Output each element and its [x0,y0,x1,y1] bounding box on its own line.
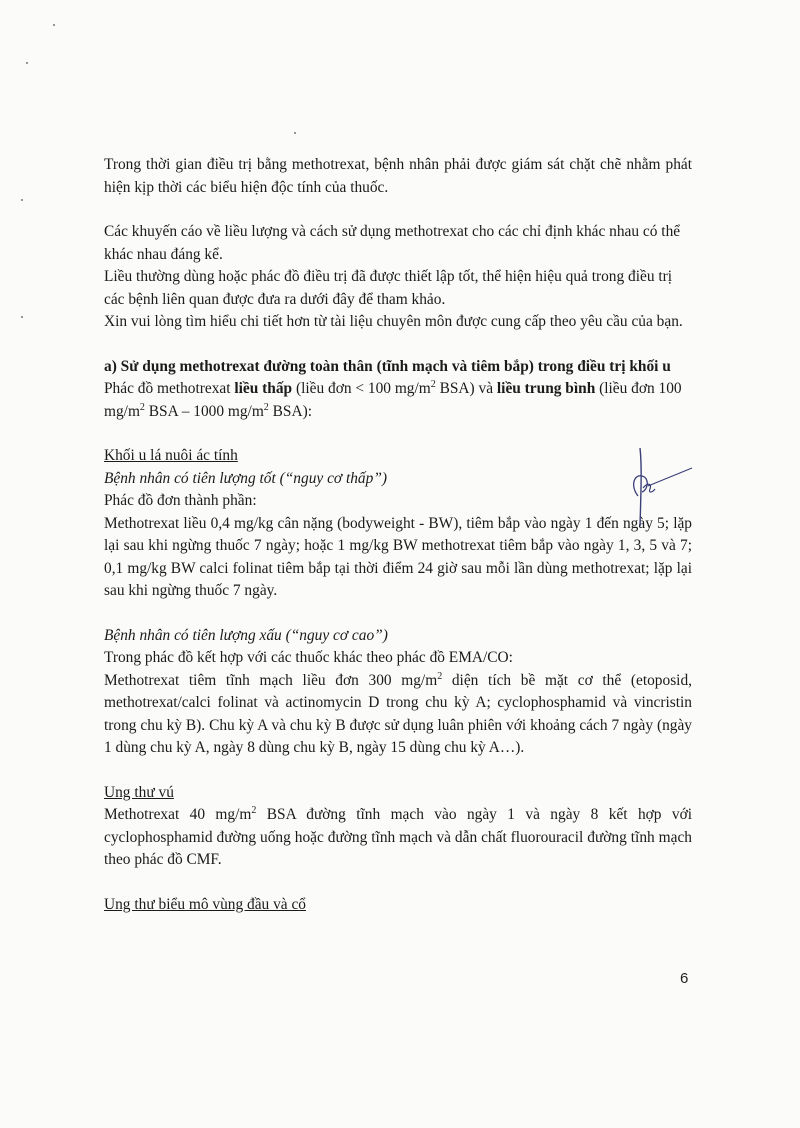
breast-cancer-text: Methotrexat 40 $mg/m^2$ BSA đường tĩnh mạch vào ngày 1 và ngày 8 kết hợp với cyclophosphamid đường uống hoặc đường tĩnh mạch và dẫn chất fluorouracil đường tĩnh mạch theo phác đồ CMF. [104,804,692,868]
consult-paragraph: Xin vui lòng tìm hiểu chi tiết hơn từ tài liệu chuyên môn được cung cấp theo yêu cầu của bạn. [104,313,683,330]
dose-variation-paragraph: Các khuyến cáo về liều lượng và cách sử dụng methotrexat cho các chỉ định khác nhau có thể khác nhau đáng kể. [104,223,681,263]
mono-regimen-text: Methotrexat liều 0,4 mg/kg cân nặng (bodyweight - BW), tiêm bắp vào ngày 1 đến ngày 5; lặp lại sau khi ngừng thuốc 7 ngày; hoặc 1 mg/kg BW methotrexat tiêm bắp vào ngày 1, 3, 5 và 7; 0,1 mg/kg BW calci folinat tiêm bắp tại thời điểm 24 giờ sau mỗi lần dùng methotrexat; lặp lại sau khi ngừng thuốc 7 ngày. [104,514,692,599]
reference-paragraph: Liều thường dùng hoặc phác đồ điều trị đã được thiết lập tốt, thể hiện hiệu quả trong điều trị các bệnh liên quan được đưa ra dưới đây để tham khảo. [104,268,673,308]
head-neck-title: Ung thư biểu mô vùng đầu và cổ [104,895,306,913]
breast-cancer-title: Ung thư vú [104,783,174,801]
trophoblastic-title: Khối u lá nuôi ác tính [104,447,238,464]
scan-speck [26,62,28,64]
scan-speck [53,24,55,26]
page-number: 6 [680,970,689,987]
scan-speck [21,199,23,201]
combo-regimen-text: Methotrexat tiêm tĩnh mạch liều đơn 300 $mg/m^2$ diện tích bề mặt cơ thể (etoposid, methotrexat/calci folinat và actinomycin D trong chu kỳ A; cyclophosphamid và vincristin trong chu kỳ B). Chu kỳ A và chu kỳ B được sử dụng luân phiên với khoảng cách 7 ngày (ngày 1 dùng chu kỳ A, ngày 8 dùng chu kỳ B, ngày 15 dùng chu kỳ A…). [104,670,692,756]
low-risk-title: Bệnh nhân có tiên lượng tốt (“nguy cơ thấp”) [104,469,388,487]
scan-speck [294,132,296,134]
section-a-heading: a) Sử dụng methotrexat đường toàn thân (tĩnh mạch và tiêm bắp) trong điều trị khối u [104,357,671,375]
regimen-definition: Phác đồ methotrexat liều thấp (liều đơn < 100 $mg/m^2$ BSA) và liều trung bình (liều đơn 100 $mg/m^2$ BSA – 1000 $mg/m^2$ BSA): [104,378,682,420]
signature-mark [628,446,698,528]
mono-regimen-label: Phác đồ đơn thành phần: [104,492,257,509]
combo-regimen-label: Trong phác đồ kết hợp với các thuốc khác theo phác đồ EMA/CO: [104,649,513,666]
scan-speck [21,316,23,318]
intro-paragraph: Trong thời gian điều trị bằng methotrexat, bệnh nhân phải được giám sát chặt chẽ nhằm phát hiện kịp thời các biểu hiện độc tính của thuốc. [104,156,692,196]
document-body [104,154,692,916]
high-risk-title: Bệnh nhân có tiên lượng xấu (“nguy cơ cao”) [104,626,388,644]
